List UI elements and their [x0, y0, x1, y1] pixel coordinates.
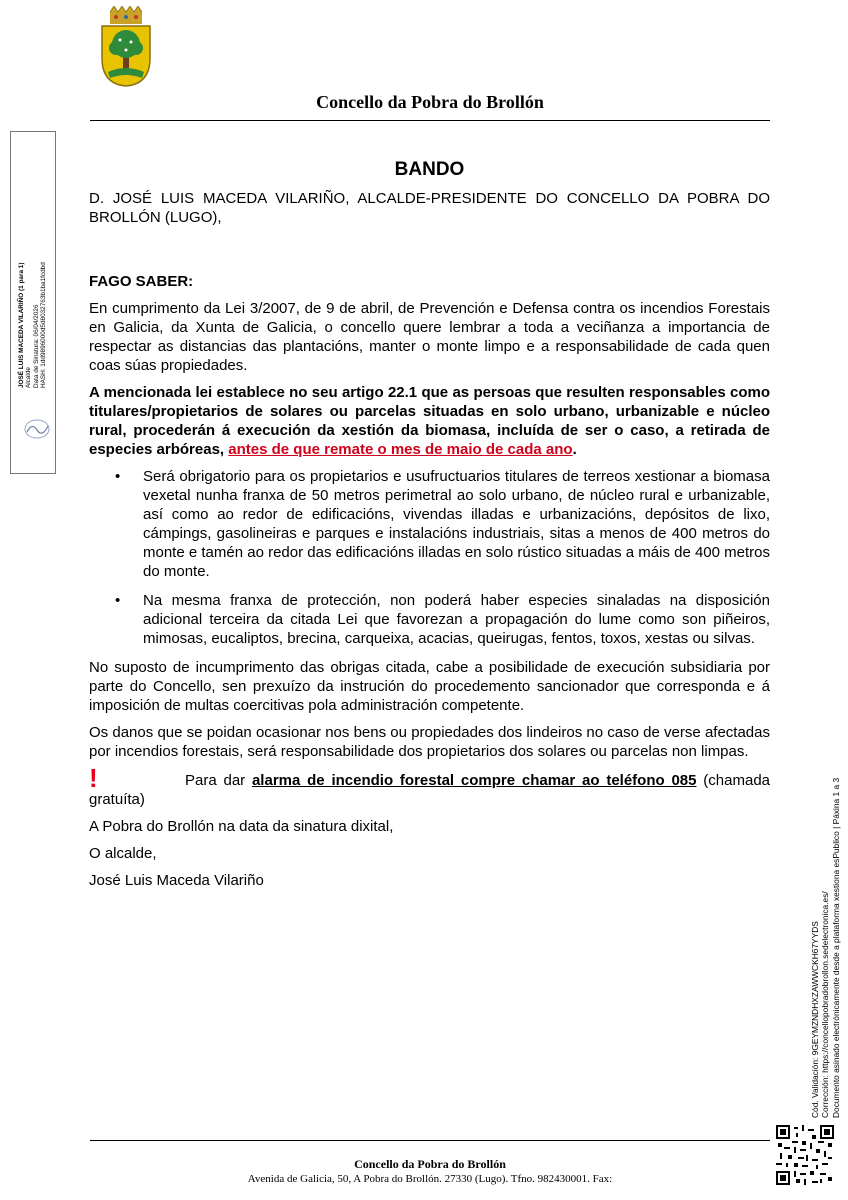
footer-title: Concello da Pobra do Brollón [354, 1157, 506, 1171]
signature-hash: HASH: 1dd9896000d5d8032763b1ba1fcdbd [40, 262, 48, 388]
fire-alarm-notice [89, 763, 770, 809]
document-body [89, 160, 770, 890]
intro-paragraph: D. JOSÉ LUIS MACEDA VILARIÑO, ALCALDE-PRESIDENTE DO CONCELLO DA POBRA DO BROLLÓN (LUGO), [89, 190, 770, 226]
list-item-text: Na mesma franxa de protección, non poderá haber especies sinaladas na disposición adicional terceira da citada Lei que favorezan a propagación do lume como son piñeiros, mimosas, eucaliptos, brecina, carqueixa, acacias, queirugas, fentos, toxos, xestas ou silvas. [143, 592, 770, 647]
bullet-icon: • [115, 592, 121, 609]
list-item [89, 591, 770, 648]
list-item-text: Será obrigatorio para os propietarios e usufructuarios titulares de terreos xestionar a biomasa vexetal nunha franxa de 50 metros perimetral ao solo urbano, de núcleo rural e urbanizable, así como ao redor de edificacións, vivendas illadas e urbanizacións, depósitos de lixo, cámpings, gasolineiras e parques e instalacións industriais, sitas a menos de 400 metros do monte e tamén ao redor das edificacións illadas en solo rústico situadas a máis de 400 metros do monte. [143, 468, 771, 580]
signer-role: Alcalde [25, 367, 33, 388]
bullet-icon: • [115, 468, 121, 485]
signature-stamp-icon [22, 418, 52, 440]
paragraph-2 [89, 383, 770, 459]
paragraph-2-bold: A mencionada lei establece no seu artigo 22.1 que as persoas que resulten responsables como titulares/propietarios de solares ou parcelas situadas en solo urbano, urbanizable e núcleo rural, procederán á execución da xestión da biomasa, incluída de ser o caso, a retirada de especies arbóreas, [89, 384, 770, 458]
place-and-date: A Pobra do Brollón na data da sinatura dixital, [89, 818, 394, 835]
validation-code: Cód. Validación: 9GEYMZNDHXZAWWCKH67YYDS [810, 921, 820, 1118]
alert-icon: ! [89, 763, 98, 793]
validation-info [810, 738, 841, 1118]
header-title: Concello da Pobra do Brollón [316, 92, 544, 112]
paragraph-4: Os danos que se poidan ocasionar nos bens ou propiedades dos lindeiros no caso de verse afectadas por incendios forestais, será responsabilidade dos propietarios dos solares ou parcelas non limpas. [89, 724, 770, 760]
signoff-name: José Luis Maceda Vilariño [89, 872, 264, 889]
signature-details [18, 58, 48, 388]
footer-divider [90, 1140, 770, 1141]
qr-code [776, 1125, 834, 1185]
verification-url: Corrección: https://concellopobradobrollon.sedelectronica.es/ [820, 891, 831, 1118]
document-title: BANDO [394, 159, 465, 180]
fago-saber-heading: FAGO SABER: [89, 273, 194, 290]
paragraph-1: En cumprimento da Lei 3/2007, de 9 de abril, de Prevención e Defensa contra os incendios Forestais en Galicia, da Xunta de Galicia, o concello quere lembrar a toda a veciñanza a importancia de respectar as distancias das plantacións, manter o monte limpo e a responsabilidade de cada quen coas súas propiedades. [89, 300, 770, 374]
signoff-role: O alcalde, [89, 845, 157, 862]
header-divider [90, 120, 770, 121]
alarm-suffix: (chamada gratuíta) [89, 772, 770, 808]
footer-address: Avenida de Galicia, 50, A Pobra do Brollón. 27330 (Lugo). Tfno. 982430001. Fax: [247, 1173, 613, 1185]
signer-name: JOSÉ LUIS MACEDA VILARIÑO (1 para 1) [18, 262, 25, 388]
platform-note: Documento asinado electrónicamente desde a plataforma xestiona esPublico | Páxina 1 a 3 [830, 777, 841, 1118]
list-item [89, 467, 770, 581]
coat-of-arms-logo [98, 6, 154, 88]
paragraph-3: No suposto de incumprimento das obrigas citada, cabe a posibilidade de execución subsidiaria por parte do Concello, sen prexuízo da instrución do procedemento sancionador que corresponda e á imposición de multas coercitivas pola administración competente. [89, 659, 770, 714]
paragraph-2-end: . [572, 441, 577, 458]
alarm-phone-text: alarma de incendio forestal compre chamar ao teléfono 085 [251, 772, 697, 789]
obligations-list [89, 467, 770, 648]
signature-date: Data de Sinatura: 06/04/2026 [32, 304, 40, 388]
deadline-highlight: antes de que remate o mes de maio de cada ano [228, 441, 573, 458]
alarm-prefix: Para dar [185, 772, 252, 789]
